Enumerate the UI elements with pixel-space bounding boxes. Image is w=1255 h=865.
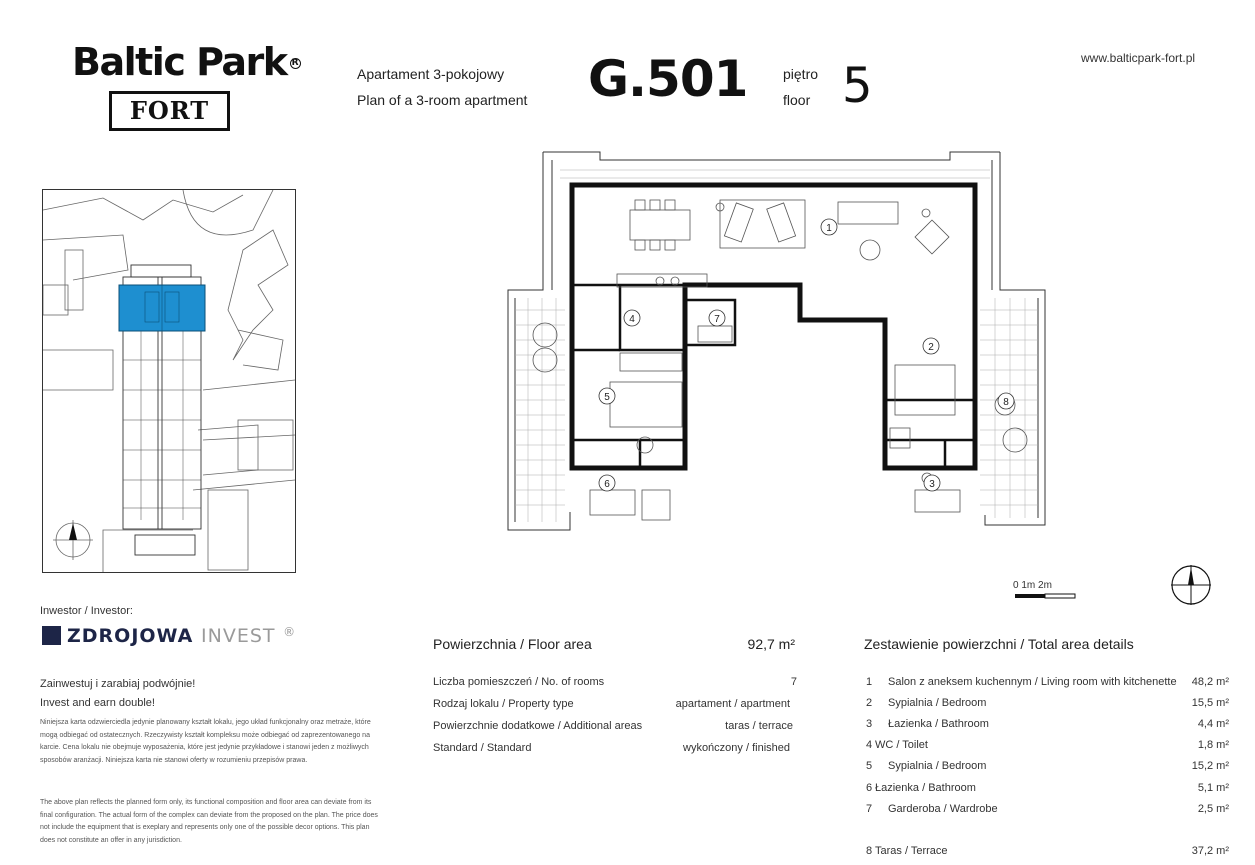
floor-area-value: 92,7 m² <box>747 636 795 652</box>
area-row-name: Taras / Terrace <box>875 845 948 857</box>
area-row-name: Sypialnia / Bedroom <box>888 760 987 772</box>
room-number-8: 8 <box>1003 397 1009 408</box>
area-row-value: 4,4 m² <box>1197 718 1229 730</box>
floor-label-en: floor <box>783 92 811 108</box>
floor-area-row-label: Standard / Standard <box>433 742 532 754</box>
area-row-number: 3 <box>866 718 873 730</box>
area-row-number: 8 <box>866 845 873 857</box>
investor-name-bold: ZDROJOWA <box>67 625 194 647</box>
room-number-7: 7 <box>714 314 720 325</box>
compass-icon <box>1169 563 1213 607</box>
floor-number: 5 <box>842 58 873 114</box>
scale-bar <box>1013 580 1077 601</box>
area-row-number: 6 <box>866 782 873 794</box>
brand-logo <box>72 40 301 84</box>
area-row-value: 37,2 m² <box>1191 845 1229 857</box>
room-number-1: 1 <box>826 223 832 234</box>
area-row-number: 1 <box>866 676 873 688</box>
area-row-value: 5,1 m² <box>1197 782 1229 794</box>
area-row-number: 5 <box>866 760 873 772</box>
room-number-markers <box>599 219 1014 491</box>
area-row-value: 15,2 m² <box>1191 760 1229 772</box>
total-area-title: Zestawienie powierzchni / Total area details <box>864 636 1134 652</box>
area-row-value: 2,5 m² <box>1197 803 1229 815</box>
scale-bar-graphic <box>1013 591 1077 601</box>
investor-logo <box>42 625 296 647</box>
scale-label-1m: 1m <box>1021 580 1036 591</box>
investor-registered: ® <box>283 625 297 639</box>
area-row-number: 4 <box>866 739 873 751</box>
brand-subbrand: FORT <box>109 91 230 131</box>
floor-plan <box>500 150 1050 535</box>
floor-area-row-value: 7 <box>790 676 797 688</box>
investor-logo-mark <box>42 626 61 645</box>
floor-area-row-label: Powierzchnie dodatkowe / Additional areas <box>433 720 643 732</box>
area-row-number: 2 <box>866 697 873 709</box>
floor-label-pl: piętro <box>783 66 819 82</box>
floor-area-title: Powierzchnia / Floor area <box>433 636 592 652</box>
key-plan-drawing <box>43 190 295 572</box>
scale-label-2m: 2m <box>1038 580 1052 591</box>
area-row-name: Sypialnia / Bedroom <box>888 697 987 709</box>
apartment-type-pl: Apartament 3-pokojowy <box>357 66 505 82</box>
area-row-name: Garderoba / Wardrobe <box>888 803 998 815</box>
apartment-type-en: Plan of a 3-room apartment <box>357 92 528 108</box>
slogan-en: Invest and earn double! <box>40 697 155 709</box>
disclaimer-pl: Niniejsza karta odzwierciedla jedynie planowany kształt lokalu, jego układ funkcjonalny oraz metraże, które mogą odbiegać od ostatecznych. Rzeczywisty kształt kompleksu może odbiegać od zaprezentowanego na karcie. Cena lokalu nie obejmuje wyposażenia, które jest jedynie przykładowe i stanowi jeden z możliwych sposobów aranżacji. Niniejsza karta nie stanowi oferty w rozumieniu przepisów prawa. <box>40 719 371 764</box>
apartment-code: G.501 <box>588 50 748 108</box>
area-row-name: Łazienka / Bathroom <box>875 782 976 794</box>
registered-mark: R <box>290 58 301 69</box>
floor-area-row-label: Liczba pomieszczeń / No. of rooms <box>433 676 605 688</box>
floor-area-row-value: taras / terrace <box>725 720 793 732</box>
floor-area-row-value: wykończony / finished <box>683 742 790 754</box>
floor-area-row-value: apartament / apartment <box>675 698 790 710</box>
brand-name: Baltic Park <box>72 40 287 84</box>
area-row-name: Salon z aneksem kuchennym / Living room with kitchenette <box>888 676 1177 688</box>
room-number-6: 6 <box>604 479 610 490</box>
room-number-3: 3 <box>929 479 935 490</box>
floor-label <box>783 61 818 113</box>
furniture <box>533 200 1027 520</box>
investor-label: Inwestor / Investor: <box>40 605 133 617</box>
area-row-name: Łazienka / Bathroom <box>888 718 989 730</box>
website-link[interactable]: www.balticpark-fort.pl <box>1081 51 1196 65</box>
room-number-2: 2 <box>928 342 934 353</box>
scale-label-0: 0 <box>1013 580 1019 591</box>
room-number-4: 4 <box>629 314 635 325</box>
investor-name-light: INVEST <box>201 625 276 647</box>
area-row-value: 48,2 m² <box>1191 676 1229 688</box>
floor-area-row-label: Rodzaj lokalu / Property type <box>433 698 574 710</box>
apartment-type <box>357 61 527 113</box>
room-number-5: 5 <box>604 392 610 403</box>
area-row-number: 7 <box>866 803 873 815</box>
disclaimer-en: The above plan reflects the planned form only, its functional composition and floor area can deviate from its final configuration. The actual form of the complex can deviate from the proposed on the plan. The price does not include the equipment that is exeplary and represents only one of the possible decor options. This plan does not constitute an offer in any jurisdiction. <box>40 799 378 844</box>
area-row-value: 15,5 m² <box>1191 697 1229 709</box>
slogan-pl: Zainwestuj i zarabiaj podwójnie! <box>40 678 196 690</box>
area-row-value: 1,8 m² <box>1197 739 1229 751</box>
slogan <box>40 675 195 713</box>
area-row-name: WC / Toilet <box>875 739 928 751</box>
key-plan <box>42 189 296 573</box>
